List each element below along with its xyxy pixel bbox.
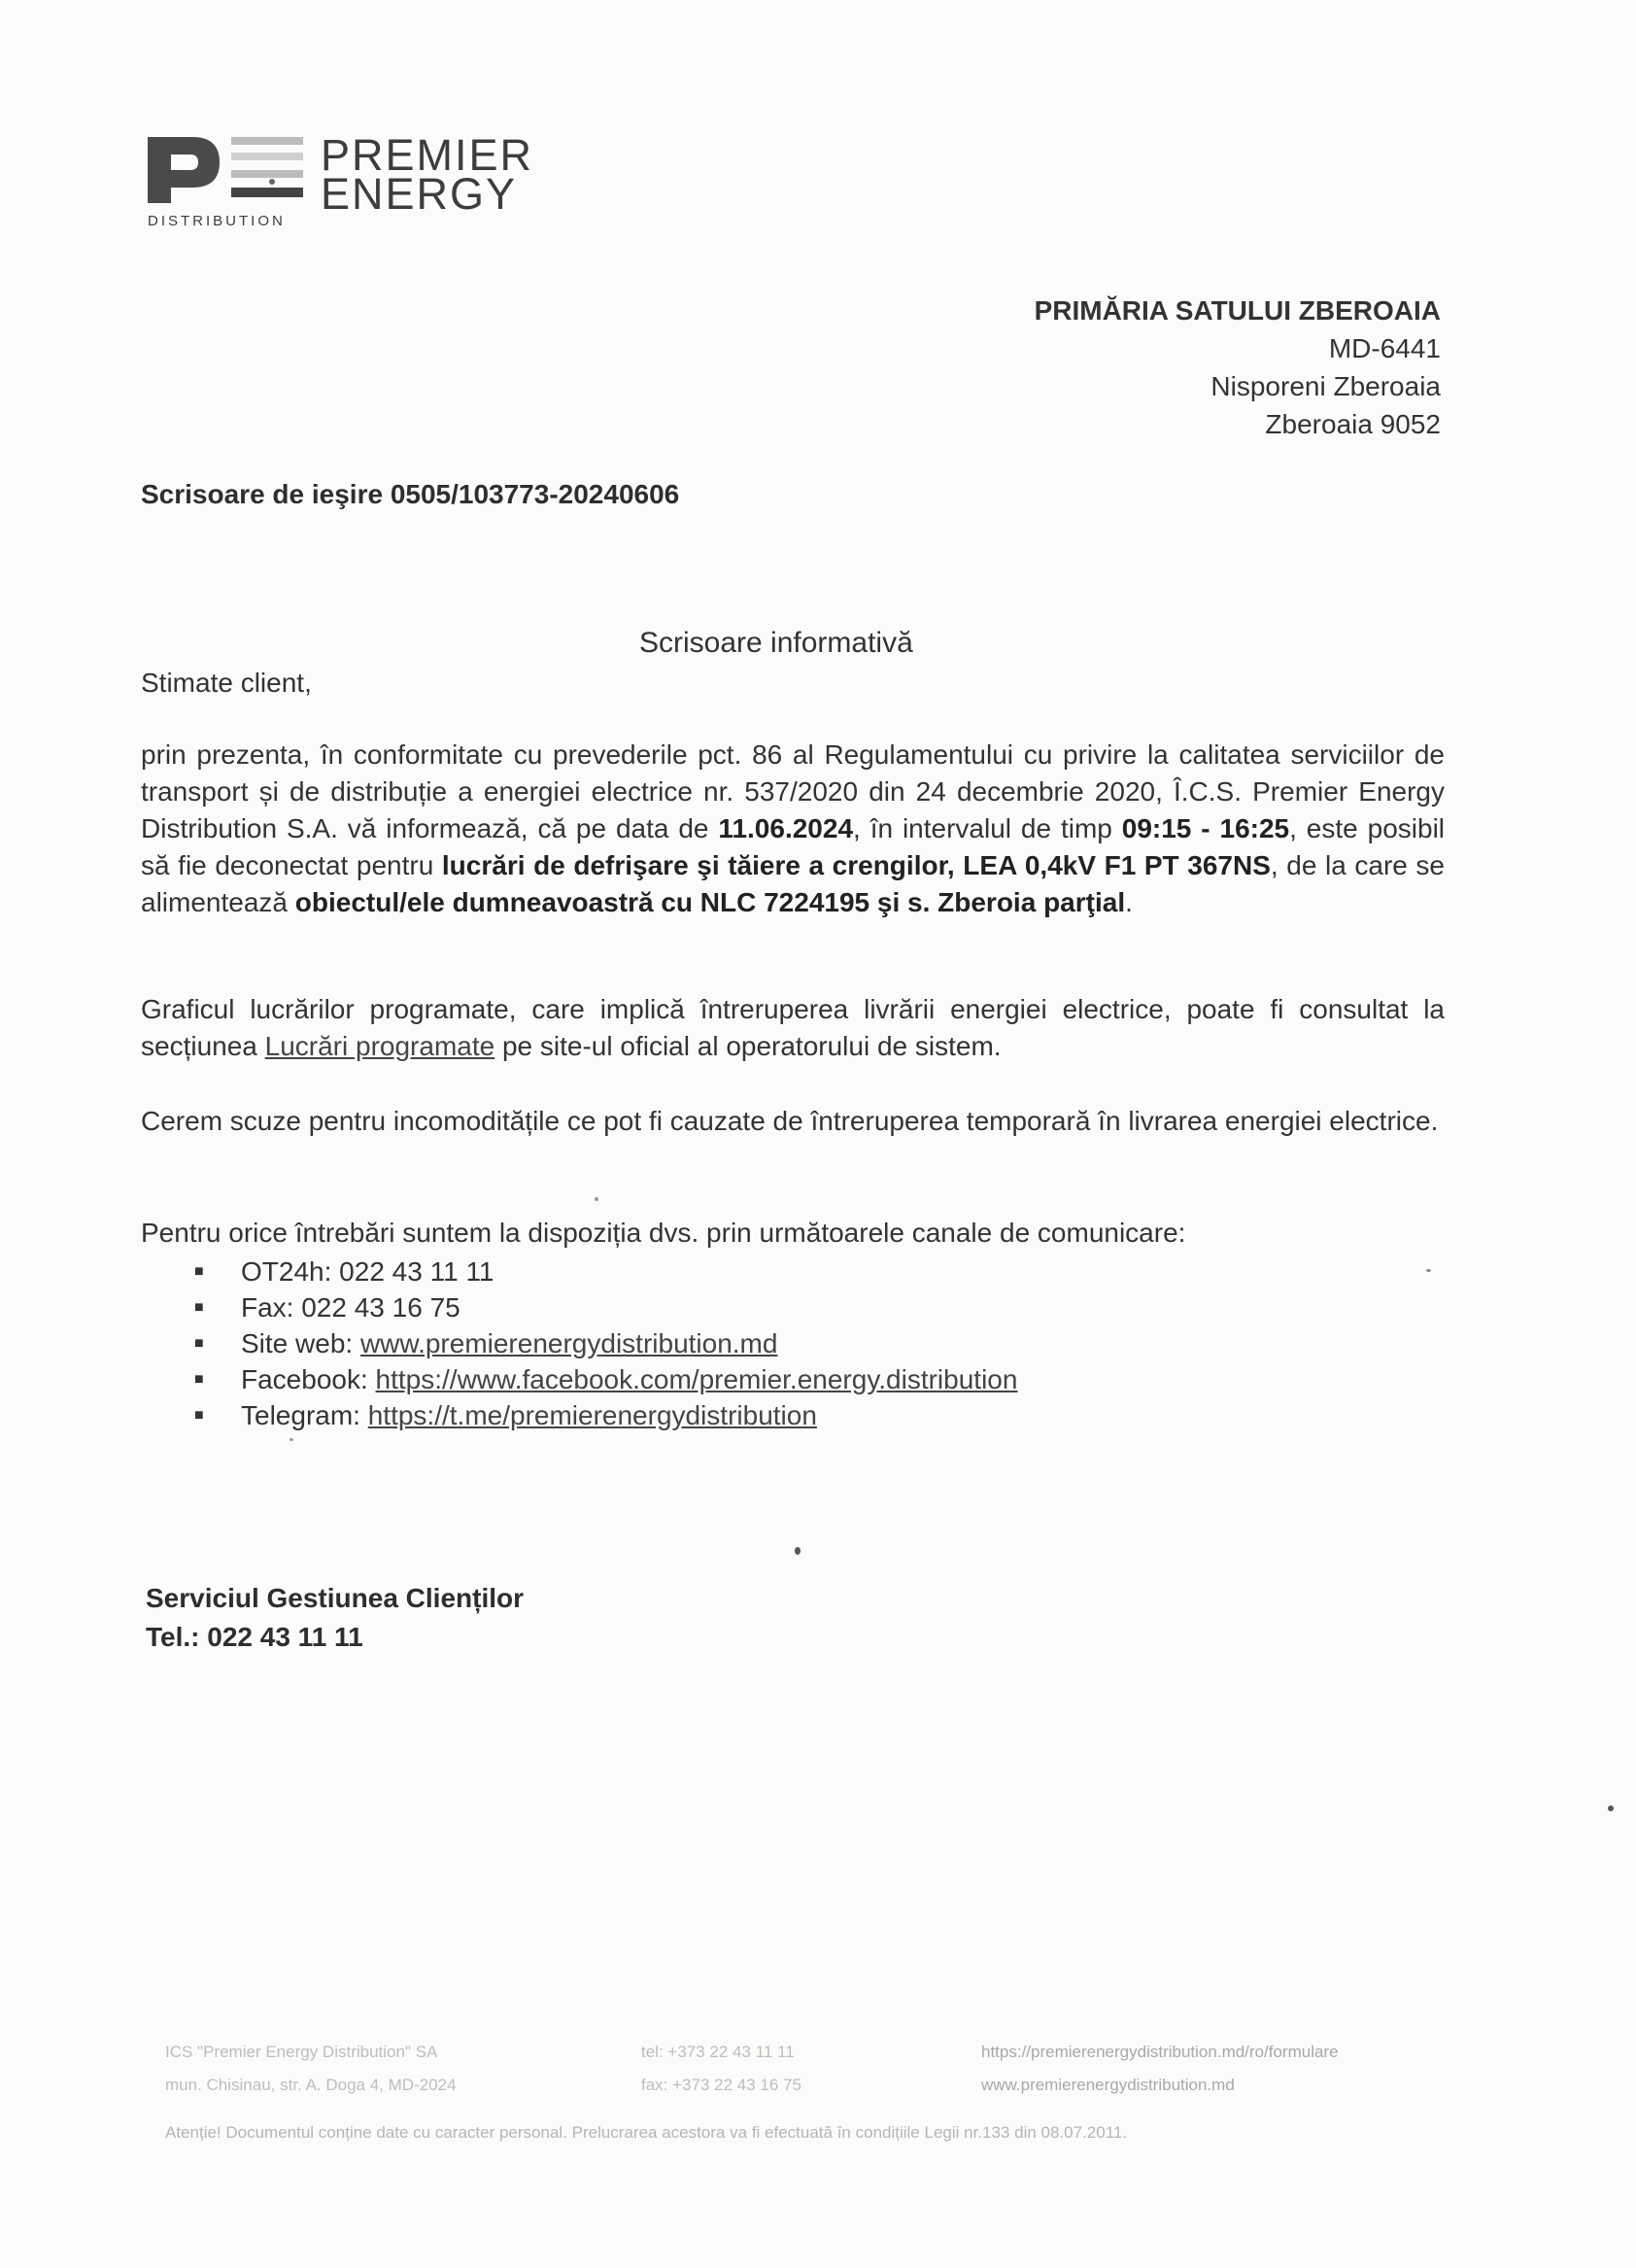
recipient-postal-code: MD-6441 [1328,333,1441,363]
scan-speck [290,1438,293,1441]
affected-object: obiectul/ele dumneavoastră cu NLC 7224195 şi s. Zberoia parţial [294,887,1126,917]
signature-block [146,1579,524,1657]
recipient-address [1035,292,1441,443]
department-name: Serviciul Gestiunea Clienților [146,1583,525,1613]
outage-time: 09:15 - 16:25 [1121,813,1290,843]
footer-forms-link[interactable]: https://premierenergydistribution.md/ro/formulare [981,2043,1339,2061]
footer-fax: fax: +373 22 43 16 75 [641,2076,801,2094]
scan-speck [1608,1805,1614,1811]
privacy-notice: Atenție! Documentul conține date cu caracter personal. Prelucrarea acestora va fi efectuată în condițiile Legii nr.133 din 08.07.2011. [165,2123,1128,2142]
contact-label: Facebook: [241,1364,376,1394]
website-link[interactable]: www.premierenergydistribution.md [359,1328,778,1358]
scan-speck [795,1547,801,1555]
bullet-icon: ■ [194,1371,204,1388]
bullet-icon: ■ [194,1263,204,1280]
para-text: , în intervalul de timp [853,813,1122,843]
contact-list [190,1254,1017,1433]
para-text: , de la care se alimentează [141,850,1445,917]
recipient-street: Zberoaia 9052 [1265,409,1441,439]
main-paragraph [141,737,1445,921]
footer-tel: tel: +373 22 43 11 11 [641,2043,795,2061]
department-phone: Tel.: 022 43 11 11 [146,1622,363,1652]
footer-phones [641,2036,801,2102]
contact-label: Site web: [241,1328,360,1358]
greeting: Stimate client, [141,668,312,698]
apology-paragraph: Cerem scuze pentru incomoditățile ce pot fi cauzate de întreruperea temporară în livrarea energiei electrice. [141,1106,1439,1136]
para-text: , este posibil să fie deconectat pentru [141,813,1446,880]
logo-word-premier: PREMIER [321,130,534,180]
schedule-paragraph [141,991,1445,1065]
works-description: lucrări de defrişare şi tăiere a crengilor, LEA 0,4kV F1 PT 367NS [441,850,1271,880]
outgoing-reference: Scrisoare de ieşire 0505/103773-20240606 [141,479,680,509]
bullet-icon: ■ [194,1335,204,1352]
list-item [190,1289,1017,1325]
telegram-link[interactable]: https://t.me/premierenergydistribution [367,1400,817,1430]
recipient-name: PRIMĂRIA SATULUI ZBEROAIA [1034,295,1441,326]
logo-subtitle: DISTRIBUTION [148,213,286,229]
para-text: pe site-ul oficial al operatorului de sistem. [494,1031,1002,1061]
footer-company [165,2036,457,2102]
contact-value: 022 43 16 75 [301,1292,460,1323]
bullet-icon: ■ [194,1407,204,1424]
bullet-icon: ■ [194,1299,204,1316]
footer-address: mun. Chisinau, str. A. Doga 4, MD-2024 [165,2076,457,2094]
contact-value: 022 43 11 11 [339,1256,494,1287]
footer-links [981,2036,1339,2102]
company-logo [146,131,573,238]
para-text: prin prezenta, în conformitate cu prevederile pct. 86 al Regulamentului cu privire la calitatea serviciilor de transport și de distribuție a energiei electrice nr. 537/2020 din 24 decembrie 2020, Î.C.S. Premier Energy Distribution S.A. vă informează, că pe data de [141,739,1445,843]
footer-company-name: ICS "Premier Energy Distribution" SA [165,2043,438,2061]
logo-word-energy: ENERGY [321,169,518,219]
recipient-locality: Nisporeni Zberoaia [1210,371,1441,401]
contact-intro: Pentru orice întrebări suntem la dispoziția dvs. prin următoarele canale de comunicare: [141,1218,1186,1248]
letter-subject: Scrisoare informativă [639,627,913,659]
list-item [190,1325,1017,1361]
pe-logo-mark-icon [146,131,311,213]
scan-speck [595,1197,598,1201]
scheduled-works-link[interactable]: Lucrări programate [264,1031,495,1061]
contact-label: OT24h: [241,1256,340,1287]
facebook-link[interactable]: https://www.facebook.com/premier.energy.distribution [375,1364,1018,1394]
para-text: Graficul lucrărilor programate, care implică întreruperea livrării energiei electrice, poate fi consultat la secțiunea [141,994,1445,1061]
scan-speck [1426,1269,1431,1272]
list-item [190,1254,1017,1289]
para-text: . [1125,887,1133,917]
contact-label: Telegram: [241,1400,368,1430]
footer-website-link[interactable]: www.premierenergydistribution.md [981,2076,1235,2094]
list-item [190,1397,1017,1433]
contact-label: Fax: [241,1292,302,1323]
list-item [190,1361,1017,1397]
outage-date: 11.06.2024 [718,813,854,843]
